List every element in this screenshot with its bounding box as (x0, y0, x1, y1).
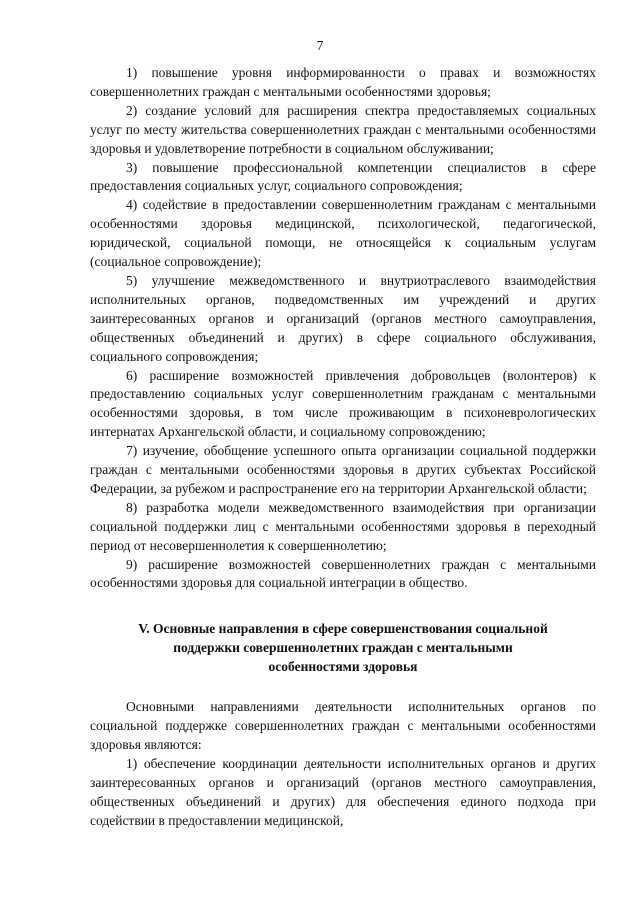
list-item: 5) улучшение межведомственного и внутриотраслевого взаимодействия исполнительных органов, подведомственных им учреждений и других заинтересованных органов и организаций (органов местного самоуправления, общественных объединений и других) в сфере социального обслуживания, социального сопровождения; (90, 272, 596, 364)
section-heading (90, 619, 596, 676)
page-number: 7 (316, 38, 324, 53)
section-intro: Основными направлениями деятельности исполнительных органов по социальной поддержке совершеннолетних граждан с ментальными особенностями здоровья являются: (90, 699, 596, 753)
list-item: 1) повышение уровня информированности о правах и возможностях совершеннолетних граждан с ментальными особенностями здоровья; (90, 65, 596, 99)
list-item: 6) расширение возможностей привлечения добровольцев (волонтеров) к предоставлению социальных услуг совершеннолетним гражданам с ментальными особенностями здоровья, в том числе проживающим в психоневрологических интернатах Архангельской области, и социальному сопровождению; (90, 367, 596, 440)
list-item: 7) изучение, обобщение успешного опыта организации социальной поддержки граждан с ментальными особенностями здоровья в других субъектах Российской Федерации, за рубежом и распространение его на территории Архангельской области; (90, 443, 596, 496)
section-heading-line: особенностями здоровья (268, 659, 418, 675)
list-item: 3) повышение профессиональной компетенции специалистов в сфере предоставления социальных услуг, социального сопровождения; (90, 159, 596, 194)
list-item: 8) разработка модели межведомственного взаимодействия при организации социальной поддержки лиц с ментальными особенностями здоровья в переходный период от несовершеннолетия к совершеннолетию; (90, 499, 596, 553)
section-heading-line: V. Основные направления в сфере совершенствования социальной (138, 621, 548, 637)
list-item: 4) содействие в предоставлении совершеннолетним гражданам с ментальными особенностями здоровья медицинской, психологической, педагогической, юридической, социальной помощи, не относящейся к социальным услугам (социальное сопровождение); (90, 197, 596, 270)
list-item: 2) создание условий для расширения спектра предоставляемых социальных услуг по месту жительства совершеннолетних граждан с ментальными особенностями здоровья и удовлетворение потребности в социальном обслуживании; (90, 102, 596, 156)
list-item: 9) расширение возможностей совершеннолетних граждан с ментальными особенностями здоровья для социальной интеграции в общество. (90, 556, 596, 591)
document-body (90, 64, 596, 831)
list-item: 1) обеспечение координации деятельности исполнительных органов и других заинтересованных органов и организаций (органов местного самоуправления, общественных объединений и других) для обеспечения единого подхода при содействии в предоставлении медицинской, (90, 756, 596, 828)
section-heading-line: поддержки совершеннолетних граждан с ментальными (173, 640, 513, 656)
